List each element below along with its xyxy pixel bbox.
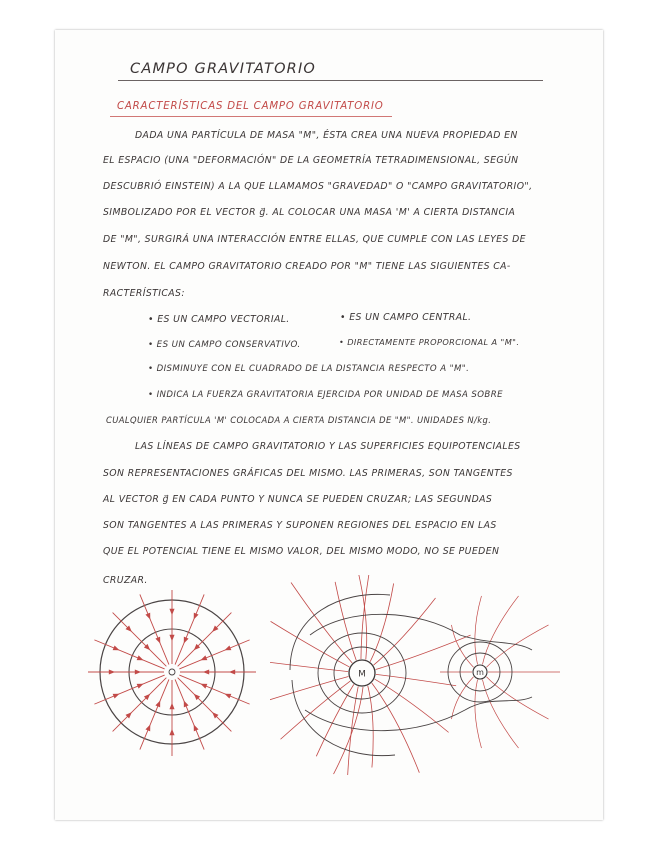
paragraph1-line: DE "M", SURGIRÁ UNA INTERACCIÓN ENTRE ELLAS, QUE CUMPLE CON LAS LEYES DE	[103, 234, 526, 245]
section-subtitle: CARACTERÍSTICAS DEL CAMPO GRAVITATORIO	[117, 101, 384, 112]
two-mass-field-diagram	[270, 575, 570, 775]
field-arrow-icon	[184, 637, 189, 644]
paragraph2-line: AL VECTOR g⃗ EN CADA PUNTO Y NUNCA SE PUEDEN CRUZAR; LAS SEGUNDAS	[103, 494, 493, 505]
field-arrow-icon	[155, 637, 160, 644]
field-arrow-icon	[169, 703, 174, 709]
field-arrow-icon	[224, 694, 231, 699]
paragraph2-line: LAS LÍNEAS DE CAMPO GRAVITATORIO Y LAS SUPERFICIES EQUIPOTENCIALES	[135, 441, 521, 452]
title-underline	[118, 80, 543, 81]
field-arrow-icon	[194, 613, 199, 620]
field-arrow-icon	[109, 669, 115, 674]
field-line	[475, 680, 482, 748]
bullet-fuerza-cont: CUALQUIER PARTÍCULA 'M' COLOCADA A CIERTA DISTANCIA DE "M". UNIDADES N/kg.	[106, 415, 492, 425]
radial-field-lines	[88, 590, 256, 756]
paragraph1-line: NEWTON. EL CAMPO GRAVITATORIO CREADO POR "M" TIENE LAS SIGUIENTES CA-	[103, 261, 511, 272]
mass-big-label: M	[358, 669, 366, 680]
field-line	[291, 583, 352, 663]
field-arrow-icon	[184, 700, 189, 707]
bullet-central: • ES UN CAMPO CENTRAL.	[340, 312, 472, 323]
page-title: CAMPO GRAVITATORIO	[130, 61, 317, 77]
field-lines-big-mass	[270, 575, 560, 775]
paragraph2-line: SON TANGENTES A LAS PRIMERAS Y SUPONEN REGIONES DEL ESPACIO EN LAS	[103, 520, 497, 531]
paragraph2-line: QUE EL POTENCIAL TIENE EL MISMO VALOR, DEL MISMO MODO, NO SE PUEDEN	[103, 546, 500, 557]
field-arrow-icon	[169, 635, 174, 641]
field-line	[270, 662, 348, 672]
field-arrow-icon	[200, 684, 207, 689]
paragraph2-line: CRUZAR.	[103, 575, 148, 586]
field-arrow-icon	[169, 729, 174, 735]
field-arrow-icon	[137, 655, 144, 660]
field-arrow-icon	[113, 694, 120, 699]
field-arrow-icon	[200, 655, 207, 660]
paragraph1-line: EL ESPACIO (UNA "DEFORMACIÓN" DE LA GEOMETRÍA TETRADIMENSIONAL, SEGÚN	[103, 155, 519, 166]
field-arrow-icon	[155, 700, 160, 707]
field-arrow-icon	[137, 684, 144, 689]
field-line	[475, 596, 482, 664]
equipotential-lines	[290, 594, 532, 755]
paragraph1-line: DADA UNA PARTÍCULA DE MASA "M", ÉSTA CREA UNA NUEVA PROPIEDAD EN	[135, 130, 518, 141]
field-arrow-icon	[135, 669, 141, 674]
single-mass-field-diagram	[88, 590, 258, 760]
field-line	[376, 674, 456, 685]
field-arrow-icon	[194, 724, 199, 731]
paragraph1-line: SIMBOLIZADO POR EL VECTOR g⃗. AL COLOCAR UNA MASA 'M' A CIERTA DISTANCIA	[103, 207, 516, 218]
field-line	[451, 625, 473, 667]
field-arrow-icon	[145, 613, 150, 620]
field-arrow-icon	[229, 669, 235, 674]
paragraph1-line: RACTERÍSTICAS:	[103, 288, 185, 299]
field-line	[270, 676, 348, 705]
bullet-disminuye: • DISMINUYE CON EL CUADRADO DE LA DISTANCIA RESPECTO A "M".	[148, 364, 470, 374]
bullet-fuerza: • INDICA LA FUERZA GRAVITATORIA EJERCIDA POR UNIDAD DE MASA SOBRE	[148, 390, 503, 400]
field-line	[451, 677, 473, 719]
field-arrow-icon	[169, 609, 174, 615]
mass-small-label: m	[476, 668, 484, 677]
subtitle-underline	[110, 116, 392, 117]
bullet-conservativo: • ES UN CAMPO CONSERVATIVO.	[148, 340, 301, 350]
paragraph1-line: DESCUBRIÓ EINSTEIN) A LA QUE LLAMAMOS "GRAVEDAD" O "CAMPO GRAVITATORIO",	[103, 181, 533, 192]
field-arrow-icon	[224, 645, 231, 650]
bullet-vectorial: • ES UN CAMPO VECTORIAL.	[148, 314, 290, 325]
bullet-proporcional: • DIRECTAMENTE PROPORCIONAL A "M".	[339, 337, 520, 347]
field-arrow-icon	[113, 645, 120, 650]
paragraph2-line: SON REPRESENTACIONES GRÁFICAS DEL MISMO. LAS PRIMERAS, SON TANGENTES	[103, 468, 513, 479]
field-arrow-icon	[145, 724, 150, 731]
field-arrow-icon	[203, 669, 209, 674]
